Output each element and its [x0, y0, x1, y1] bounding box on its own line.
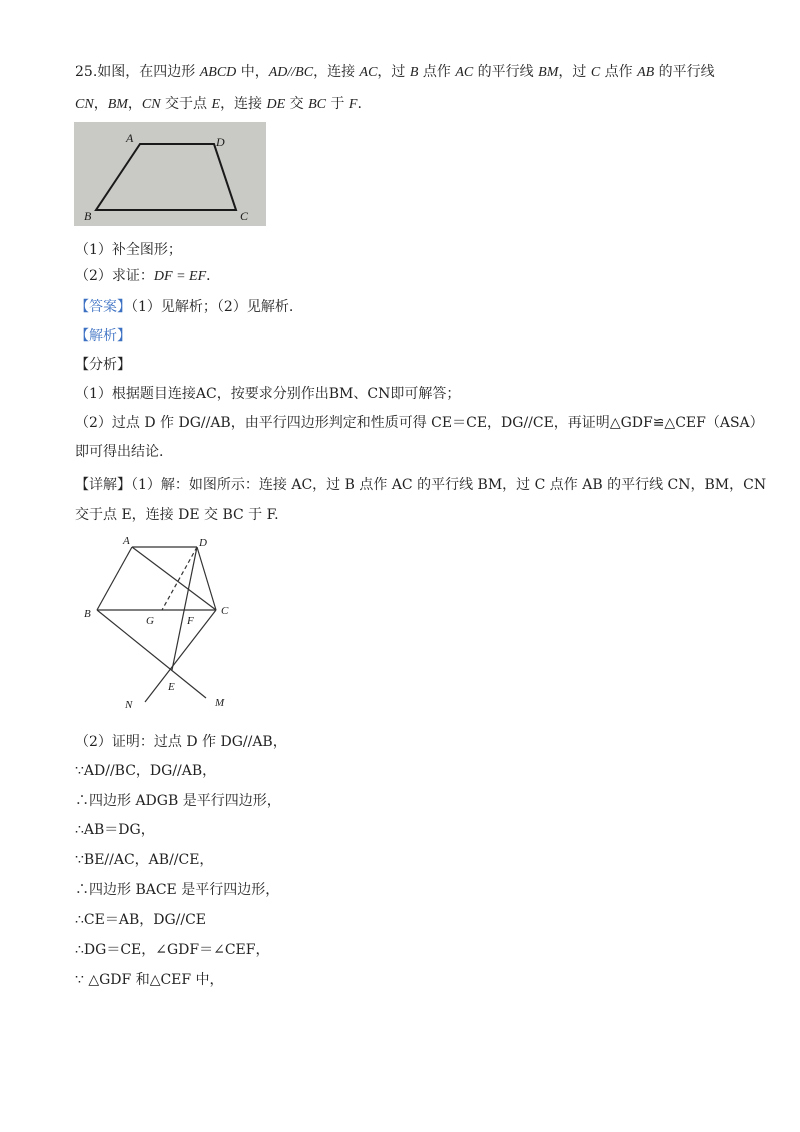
label-E: E — [168, 681, 175, 693]
label-C: C — [221, 605, 229, 617]
segment-AB — [97, 547, 132, 610]
proof-line-4: ∴AB＝DG， — [75, 822, 155, 838]
label-F: F — [187, 615, 194, 627]
label-D: D — [216, 135, 225, 149]
construction-diagram — [75, 532, 245, 716]
proof-line-9: ∵ △GDF 和△CEF 中， — [75, 972, 224, 988]
ray-CN — [145, 610, 216, 702]
segment-AC — [132, 547, 216, 610]
label-B: B — [84, 209, 92, 223]
label-M: M — [215, 697, 225, 709]
fenxi-line-3: 即可得出结论. — [75, 444, 164, 460]
trapezoid-abcd — [96, 144, 236, 210]
detail-line-1: 【详解】（1）解：如图所示：连接 AC，过 B 点作 AC 的平行线 BM，过 C 点作 AB 的平行线 CN，BM，CN — [75, 477, 767, 493]
analysis-tag: 【解析】 — [75, 328, 131, 344]
construction-figure — [75, 532, 245, 716]
proof-line-7: ∴CE＝AB，DG//CE — [75, 912, 207, 928]
proof-line-3: ∴四边形 ADGB 是平行四边形， — [75, 793, 281, 809]
detail-line-2: 交于点 E，连接 DE 交 BC 于 F. — [75, 507, 279, 523]
label-C: C — [240, 209, 249, 223]
label-N: N — [125, 699, 133, 711]
proof-line-1: （2）证明：过点 D 作 DG//AB， — [75, 734, 287, 750]
segment-DG-dashed — [162, 547, 197, 610]
label-B: B — [84, 608, 91, 620]
problem-line-1: 25.如图，在四边形 ABCD 中，AD//BC，连接 AC，过 B 点作 AC 的平行线 BM，过 C 点作 AB 的平行线 — [75, 64, 715, 80]
label-A: A — [126, 131, 134, 145]
problem-line-2: CN，BM，CN 交于点 E，连接 DE 交 BC 于 F. — [75, 96, 362, 112]
fenxi-line-1: （1）根据题目连接AC，按要求分别作出BM、CN即可解答； — [75, 386, 461, 402]
label-D: D — [199, 537, 207, 549]
segment-DC — [197, 547, 216, 610]
fenxi-tag: 【分析】 — [75, 357, 131, 373]
fenxi-line-2: （2）过点 D 作 DG//AB，由平行四边形判定和性质可得 CE＝CE，DG//CE，再证明△GDF≌△CEF（ASA） — [75, 415, 764, 431]
question-1: （1）补全图形； — [75, 242, 182, 258]
proof-line-8: ∴DG＝CE，∠GDF＝∠CEF， — [75, 942, 270, 958]
proof-line-6: ∴四边形 BACE 是平行四边形， — [75, 882, 280, 898]
proof-line-5: ∵BE//AC，AB//CE， — [75, 852, 214, 868]
proof-line-2: ∵AD//BC，DG//AB， — [75, 763, 217, 779]
answer-line: 【答案】（1）见解析；（2）见解析. — [75, 299, 294, 315]
label-G: G — [146, 615, 154, 627]
trapezoid-figure — [74, 122, 266, 226]
trapezoid-photo — [74, 122, 266, 226]
label-A: A — [123, 535, 130, 547]
answer-tag: 【答案】 — [75, 299, 131, 315]
question-2: （2）求证：DF = EF． — [75, 268, 221, 284]
